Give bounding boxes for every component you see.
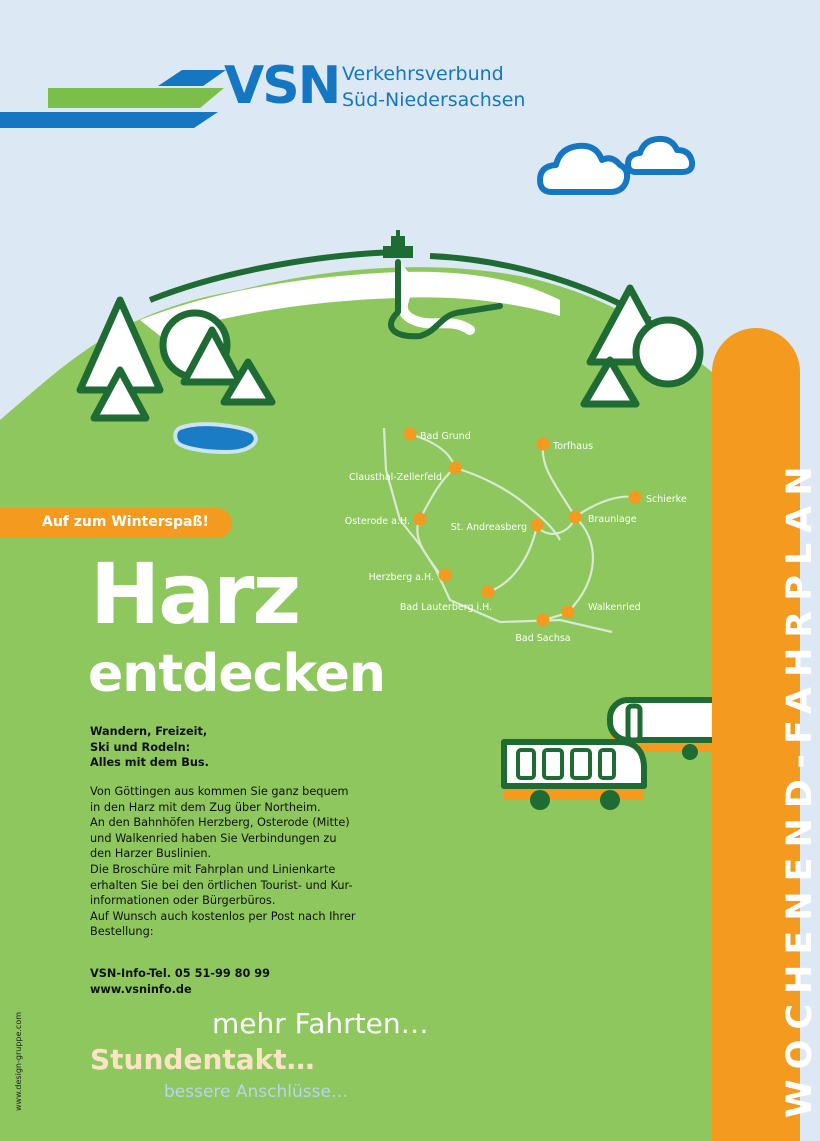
- body-line: Die Broschüre mit Fahrplan und Linienkarte: [90, 862, 336, 876]
- slogan-stundentakt: Stundentakt…: [90, 1043, 315, 1076]
- stop-marker: [537, 438, 550, 451]
- intro-line: Wandern, Freizeit,: [90, 725, 208, 738]
- body-line: in den Harz mit dem Zug über Northeim.: [90, 800, 321, 814]
- design-credit: [6, 985, 26, 1115]
- stop-label: Walkenried: [588, 602, 641, 613]
- contact-block: [90, 966, 420, 997]
- intro-text: [90, 724, 420, 771]
- slogan-mehr-fahrten: mehr Fahrten…: [212, 1007, 429, 1040]
- body-line: Von Göttingen aus kommen Sie ganz bequem: [90, 785, 349, 798]
- tagline-badge: [0, 508, 232, 538]
- body-line: An den Bahnhöfen Herzberg, Osterode (Mitte): [90, 816, 350, 830]
- design-credit-text: www.design-gruppe.com: [14, 1011, 23, 1111]
- stop-marker: [439, 569, 452, 582]
- stop-label: Schierke: [646, 494, 687, 505]
- contact-web[interactable]: www.vsninfo.de: [90, 982, 192, 996]
- body-line: den Harzer Buslinien.: [90, 847, 212, 861]
- stop-label: Clausthal-Zellerfeld: [349, 472, 442, 483]
- logo-line-2: Süd-Niedersachsen: [342, 89, 526, 111]
- body-text: [90, 784, 420, 940]
- stop-marker: [449, 462, 462, 475]
- stop-marker: [531, 519, 544, 532]
- stop-label: St. Andreasberg: [450, 522, 527, 533]
- side-banner-text: WOCHENEND-FAHRPLAN: [780, 456, 820, 1118]
- tower-icon: [383, 230, 413, 258]
- body-line: Auf Wunsch auch kostenlos per Post nach Ihrer: [90, 909, 356, 923]
- headline-entdecken: entdecken: [88, 644, 385, 704]
- stop-marker: [629, 491, 642, 504]
- body-line: und Walkenried haben Sie Verbindungen zu: [90, 831, 337, 845]
- body-line: informationen oder Bürgerbüros.: [90, 894, 276, 908]
- stop-label: Bad Sachsa: [515, 633, 571, 644]
- stop-label: Bad Lauterberg i.H.: [399, 602, 493, 613]
- stop-label: Osterode a.H.: [344, 516, 410, 527]
- slogan-anschluesse: bessere Anschlüsse…: [164, 1082, 348, 1102]
- logo-line-1: Verkehrsverbund: [342, 63, 504, 85]
- logo-name: VSN: [224, 56, 340, 116]
- lake-icon: [175, 424, 256, 452]
- stop-label: Bad Grund: [420, 431, 471, 442]
- stop-label: Braunlage: [588, 514, 637, 525]
- headline-harz: Harz: [90, 545, 300, 643]
- stop-marker: [482, 586, 495, 599]
- body-line: erhalten Sie bei den örtlichen Tourist- und Kur-: [90, 878, 353, 892]
- cloud-icon: [540, 139, 692, 192]
- stop-marker: [562, 606, 575, 619]
- stop-label: Torfhaus: [553, 441, 594, 452]
- side-banner: [712, 328, 820, 1141]
- vsn-stripes-icon: [0, 70, 226, 128]
- intro-line: Ski und Rodeln:: [90, 740, 191, 754]
- stop-marker: [537, 614, 550, 627]
- body-line: Bestellung:: [90, 925, 154, 939]
- stop-marker: [404, 428, 417, 441]
- stop-marker: [569, 511, 582, 524]
- stop-label: Herzberg a.H.: [368, 572, 434, 583]
- stop-marker: [414, 513, 427, 526]
- contact-phone: VSN-Info-Tel. 05 51-99 80 99: [90, 967, 271, 980]
- intro-line: Alles mit dem Bus.: [90, 756, 209, 770]
- tagline-text: Auf zum Winterspaß!: [42, 514, 209, 530]
